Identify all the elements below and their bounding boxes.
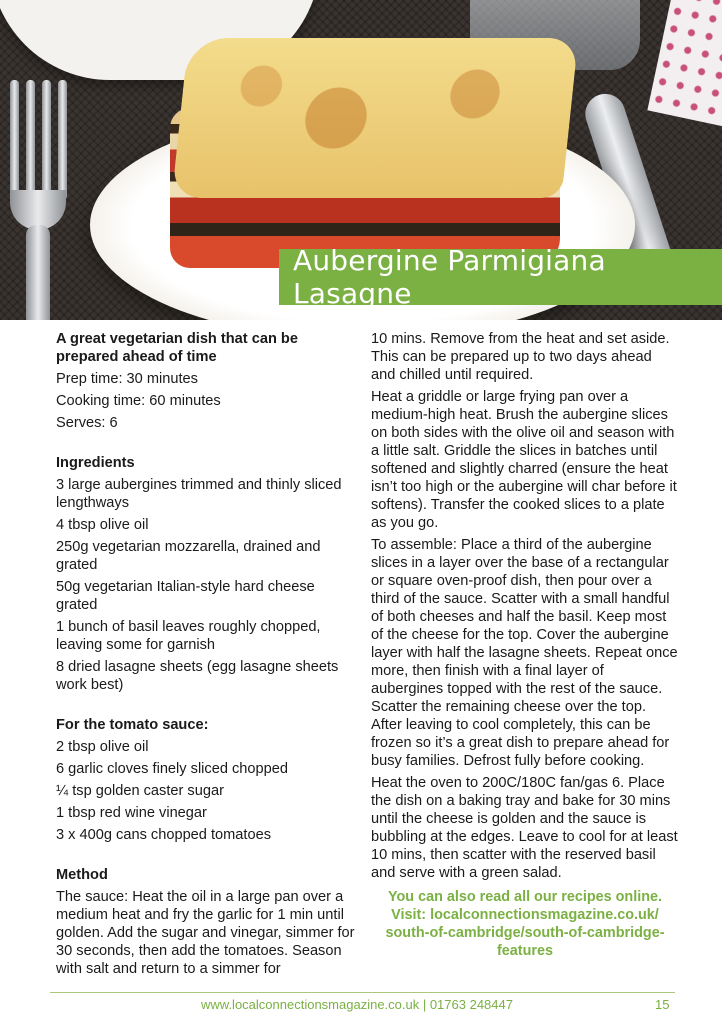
recipe-title: Aubergine Parmigiana Lasagne: [279, 249, 722, 305]
method-bake: Heat the oven to 200C/180C fan/gas 6. Place the dish on a baking tray and bake for 30 mins until the cheese is golden and the sauce is bubbling at the edges. Leave to cool for at least 10 mins, then scatter with the reserved basil and serve with a green salad.: [371, 775, 678, 881]
footer: [0, 997, 722, 1017]
sauce-item: ¼ tsp golden caster sugar: [56, 783, 224, 799]
page-number: 15: [655, 997, 670, 1012]
ingredient-item: 1 bunch of basil leaves roughly chopped, leaving some for garnish: [56, 619, 321, 653]
ingredient-item: 4 tbsp olive oil: [56, 517, 149, 533]
ingredient-item: 3 large aubergines trimmed and thinly sliced lengthways: [56, 477, 342, 511]
right-column: [371, 330, 679, 960]
promo-line1: You can also read all our recipes online.: [387, 889, 663, 905]
method-sauce-part2: 10 mins. Remove from the heat and set aside. This can be prepared up to two days ahead and chilled until required.: [371, 331, 670, 383]
promo-link[interactable]: Visit: localconnectionsmagazine.co.uk/ south-of-cambridge/south-of-cambridge-features: [385, 907, 665, 959]
ingredients-heading: Ingredients: [56, 455, 135, 471]
left-column: [56, 330, 356, 982]
cooking-time: Cooking time: 60 minutes: [56, 393, 221, 409]
ingredient-item: 50g vegetarian Italian-style hard cheese grated: [56, 579, 315, 613]
sauce-heading: For the tomato sauce:: [56, 717, 209, 733]
sauce-item: 6 garlic cloves finely sliced chopped: [56, 761, 289, 777]
fork: [6, 80, 76, 320]
footer-site[interactable]: www.localconnectionsmagazine.co.uk | 01763 248447: [201, 997, 513, 1012]
online-promo: [371, 888, 679, 960]
sauce-item: 3 x 400g cans chopped tomatoes: [56, 827, 272, 843]
recipe-intro: A great vegetarian dish that can be prepared ahead of time: [56, 331, 298, 365]
sauce-item: 2 tbsp olive oil: [56, 739, 149, 755]
footer-divider: [50, 992, 675, 993]
method-sauce-part1: The sauce: Heat the oil in a large pan over a medium heat and fry the garlic for 1 min until golden. Add the sugar and vinegar, simmer for 30 seconds, then add the tomatoes. Season with salt and return to a simmer for: [56, 889, 355, 977]
serves: Serves: 6: [56, 415, 118, 431]
method-griddle: Heat a griddle or large frying pan over a medium-high heat. Brush the aubergine slices on both sides with the olive oil and season with a little salt. Griddle the slices in batches until softened and slightly charred (ensure the heat isn’t too high or the aubergine will char before it softens). Transfer the cooked slices to a plate as you go.: [371, 389, 677, 531]
ingredient-item: 8 dried lasagne sheets (egg lasagne sheets work best): [56, 659, 339, 693]
method-assemble: To assemble: Place a third of the aubergine slices in a layer over the base of a rectangular or square oven-proof dish, then pour over a third of the sauce. Scatter with a small handful of both cheeses and half the basil. Keep most of the cheese for the top. Cover the aubergine layer with half the lasagne sheets. Repeat once more, then finish with a final layer of aubergines topped with the rest of the sauce. Scatter the remaining cheese over the top. After leaving to cool completely, this can be frozen so it’s a great dish to prepare ahead for busy families. Defrost fully before cooking.: [371, 537, 678, 769]
method-heading: Method: [56, 867, 108, 883]
prep-time: Prep time: 30 minutes: [56, 371, 198, 387]
ingredient-item: 250g vegetarian mozzarella, drained and grated: [56, 539, 321, 573]
sauce-item: 1 tbsp red wine vinegar: [56, 805, 207, 821]
napkin: [647, 0, 722, 127]
lasagne-slice: [170, 38, 570, 278]
